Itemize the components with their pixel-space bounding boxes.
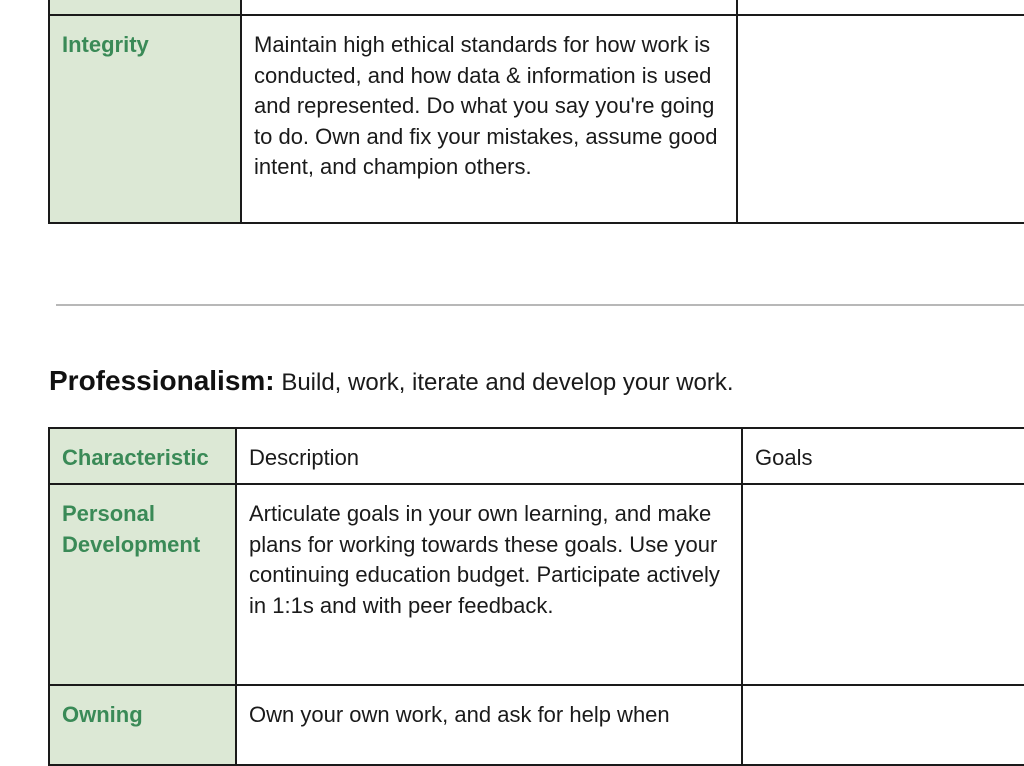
characteristic-label: Owning xyxy=(62,702,143,727)
horizontal-rule xyxy=(56,304,1024,306)
description-text: Maintain high ethical standards for how work is conducted, and how data & information is used and represented. Do what you say you're going to do. Own and fix your mistakes, assume good intent, and champion others. xyxy=(254,32,718,180)
goals-text xyxy=(738,16,1024,38)
characteristic-cell[interactable] xyxy=(49,484,236,685)
goals-text xyxy=(743,485,1024,507)
header-description[interactable]: Description xyxy=(236,428,742,484)
description-cell[interactable] xyxy=(241,0,737,15)
description-cell[interactable] xyxy=(241,15,737,223)
characteristic-label: Personal Development xyxy=(62,501,201,557)
header-goals[interactable]: Goals xyxy=(742,428,1024,484)
table-row xyxy=(49,484,1024,685)
section-subtitle: Build, work, iterate and develop your work. xyxy=(281,369,734,396)
goals-cell[interactable] xyxy=(742,685,1024,765)
description-cell[interactable] xyxy=(236,685,742,765)
table-header-row xyxy=(49,428,1024,484)
description-text: Articulate goals in your own learning, and make plans for working towards these goals. Use your continuing education budget. Participate actively in 1:1s and with peer feedback. xyxy=(249,501,720,618)
description-cell[interactable] xyxy=(236,484,742,685)
characteristic-label: Integrity xyxy=(62,32,149,57)
section-heading xyxy=(49,362,734,402)
table-row xyxy=(49,685,1024,765)
header-characteristic[interactable]: Characteristic xyxy=(49,428,236,484)
values-table xyxy=(48,0,1024,224)
table-row xyxy=(49,0,1024,15)
table-row xyxy=(49,15,1024,223)
characteristic-cell[interactable] xyxy=(49,15,241,223)
description-text: Own your own work, and ask for help when xyxy=(249,702,670,727)
professionalism-table xyxy=(48,427,1024,766)
goals-text xyxy=(743,686,1024,708)
goals-cell[interactable] xyxy=(742,484,1024,685)
goals-cell[interactable] xyxy=(737,15,1024,223)
characteristic-cell[interactable] xyxy=(49,685,236,765)
section-title: Professionalism: xyxy=(49,365,275,396)
goals-cell[interactable] xyxy=(737,0,1024,15)
characteristic-cell[interactable] xyxy=(49,0,241,15)
